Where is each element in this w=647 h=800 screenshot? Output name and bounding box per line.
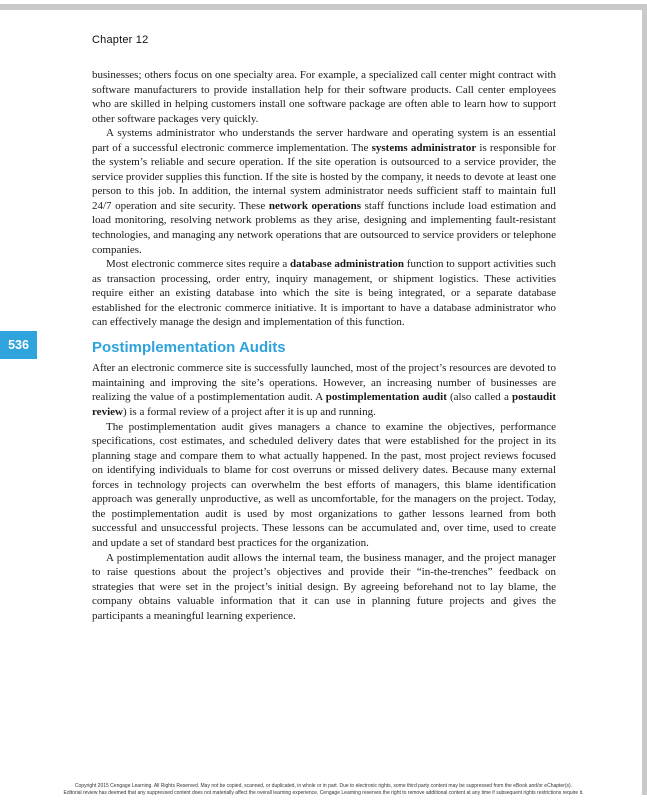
text-run: A postimplementation audit allows the internal team, the business manager, and the project manager to raise questions about the project’s objectives and provide their “in-the-trenches” feedback on strategies that were set in the project’s initial design. By agreeing beforehand not to lay blame, the company obtains valuable information that it can use in planning future projects and gives the participants a meaningful learning experience. — [92, 551, 556, 622]
paragraph — [92, 68, 556, 126]
page-number-tab — [0, 331, 37, 359]
text-run: Most electronic commerce sites require a — [106, 258, 291, 271]
bold-term: postaudit review — [92, 391, 556, 419]
text-run: (also called a — [446, 391, 512, 404]
text-run: is responsible for the system’s reliable and secure operation. If the site operation is outsourced to a service provider, the service provider supplies this function. If the site is hosted by the company, it needs to devote at least one person to this job. In addition, the internal system administrator needs sufficient staff to maintain full 24/7 operation and site security. These — [92, 141, 557, 212]
bold-term: postimplementation audit — [325, 391, 447, 404]
paragraph — [92, 126, 556, 257]
page-body — [92, 68, 556, 623]
bold-term: database administration — [290, 258, 405, 271]
text-run: ) is a formal review of a project after it is up and running. — [122, 406, 376, 419]
page-edge-top — [0, 4, 647, 10]
text-run: staff functions include load estimation and load monitoring, resolving network problems as they arise, designing and implementing fault-resistant technologies, and managing any network operations that are outsourced to service providers or telephone companies. — [92, 199, 556, 256]
paragraph — [92, 257, 556, 330]
page-edge-right — [642, 4, 647, 795]
paragraph — [92, 551, 556, 624]
copyright-line-2: Editorial review has deemed that any suppressed content does not materially affect the overall learning experience. Cengage Learning reserves the right to remove additional content at any time if subsequent rights restrictions require it. — [63, 789, 584, 796]
section-heading: Postimplementation Audits — [92, 338, 286, 356]
bold-term: network operations — [268, 199, 362, 212]
copyright-line-1: Copyright 2015 Cengage Learning. All Rights Reserved. May not be copied, scanned, or duplicated, in whole or in part. Due to electronic rights, some third party content may be suppressed from the eBook and/or eChapter(s). — [74, 783, 573, 789]
copyright-notice — [24, 783, 623, 796]
text-run: The postimplementation audit gives managers a chance to examine the objectives, performance specifications, cost estimates, and scheduled delivery dates that were established for the project in its planning stage and compare them to what actually happened. In the past, most project reviews focused on identifying individuals to blame for cost overruns or missed delivery dates. Because many external forces in technology projects can overwhelm the best efforts of managers, this blame identification approach was generally unproductive, as well as uncomfortable, for the managers on the project. Today, the postimplementation audit is used by most organizations to gather lessons learned from both successful and unsuccessful projects. These lessons can be accumulated and, over time, used to create and update a set of standard best practices for the organization. — [92, 420, 556, 549]
chapter-header: Chapter 12 — [92, 34, 149, 46]
page-number: 536 — [8, 338, 29, 352]
paragraph — [92, 361, 556, 419]
bold-term: systems administrator — [371, 141, 477, 154]
text-run: After an electronic commerce site is successfully launched, most of the project’s resources are devoted to maintaining and improving the site’s operations. However, an increasing number of businesses are realizing the value of a postimplementation audit. A — [92, 362, 556, 404]
paragraph — [92, 420, 556, 551]
text-run: function to support activities such as transaction processing, order entry, inquiry management, or shipment logistics. These activities require either an existing database into which the site is being integrated, or a separate database established for the electronic commerce initiative. It is important to have a database administrator who can effectively manage the design and implementation of this function. — [92, 258, 556, 329]
text-run: businesses; others focus on one specialty area. For example, a specialized call center might contract with software manufacturers to provide installation help for their software products. Call center employees who are skilled in helping customers install one software package are often able to learn how to support other software packages very quickly. — [92, 69, 556, 125]
text-run: A systems administrator who understands the server hardware and operating system is an essential part of a successful electronic commerce implementation. The — [92, 127, 556, 154]
